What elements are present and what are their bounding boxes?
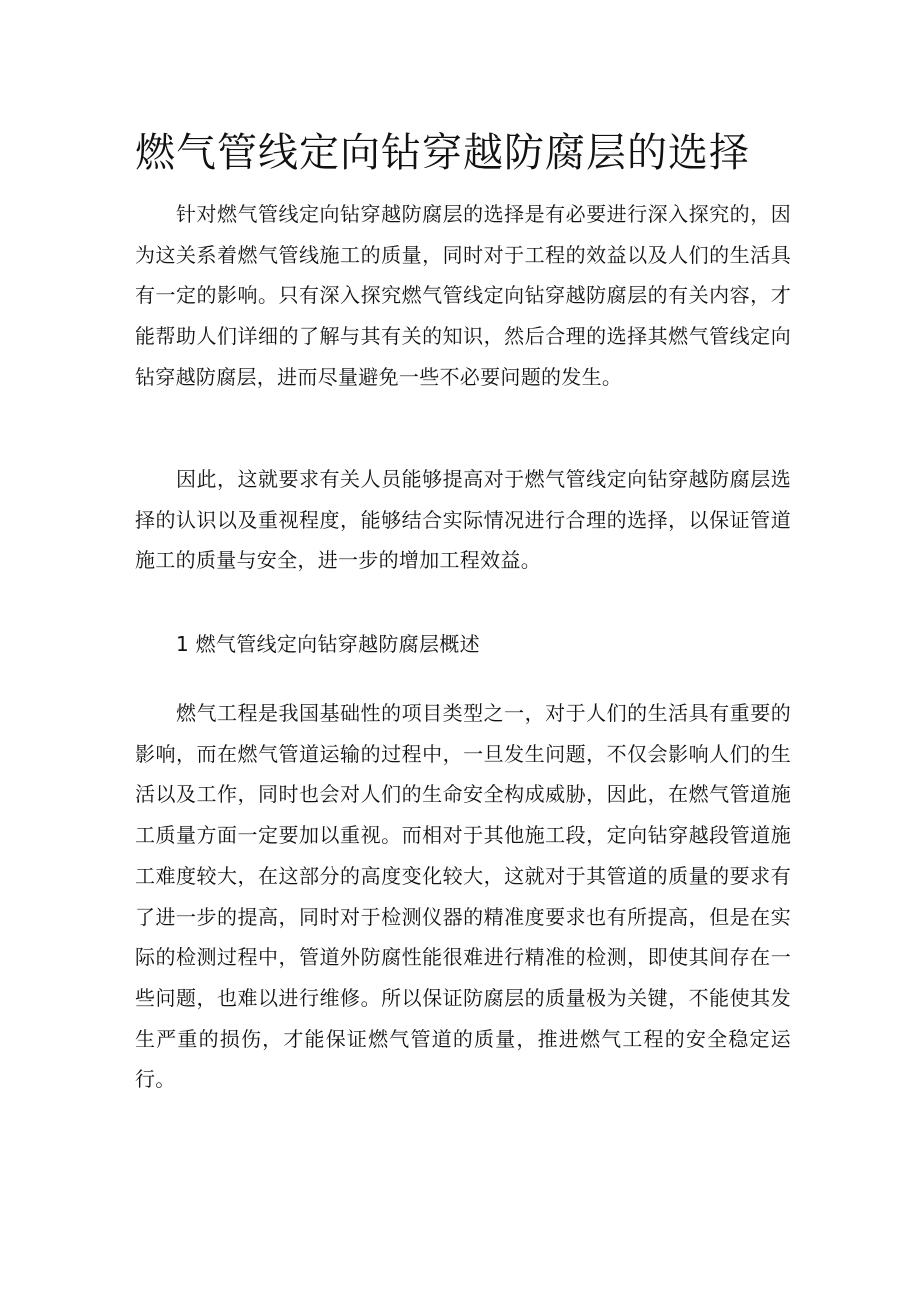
- paragraph-overview-body: 燃气工程是我国基础性的项目类型之一，对于人们的生活具有重要的影响，而在燃气管道运输的过程中，一旦发生问题，不仅会影响人们的生活以及工作，同时也会对人们的生命安全构成威胁，因此，在燃气管道施工质量方面一定要加以重视。而相对于其他施工段，定向钻穿越段管道施工难度较大，在这部分的高度变化较大，这就对于其管道的质量的要求有了进一步的提高，同时对于检测仪器的精准度要求也有所提高，但是在实际的检测过程中，管道外防腐性能很难进行精准的检测，即使其间存在一些问题，也难以进行维修。所以保证防腐层的质量极为关键，不能使其发生严重的损伤，才能保证燃气管道的质量，推进燃气工程的安全稳定运行。: [135, 701, 791, 1092]
- paragraph-requirement: 因此，这就要求有关人员能够提高对于燃气管线定向钻穿越防腐层选择的认识以及重视程度，能够结合实际情况进行合理的选择，以保证管道施工的质量与安全，进一步的增加工程效益。: [135, 467, 791, 573]
- document-title: 燃气管线定向钻穿越防腐层的选择: [135, 130, 750, 176]
- paragraph-intro: 针对燃气管线定向钻穿越防腐层的选择是有必要进行深入探究的，因为这关系着燃气管线施工的质量，同时对于工程的效益以及人们的生活具有一定的影响。只有深入探究燃气管线定向钻穿越防腐层的有关内容，才能帮助人们详细的了解与其有关的知识，然后合理的选择其燃气管线定向钻穿越防腐层，进而尽量避免一些不必要问题的发生。: [135, 202, 791, 389]
- section-heading-overview: 1 燃气管线定向钻穿越防腐层概述: [176, 632, 480, 656]
